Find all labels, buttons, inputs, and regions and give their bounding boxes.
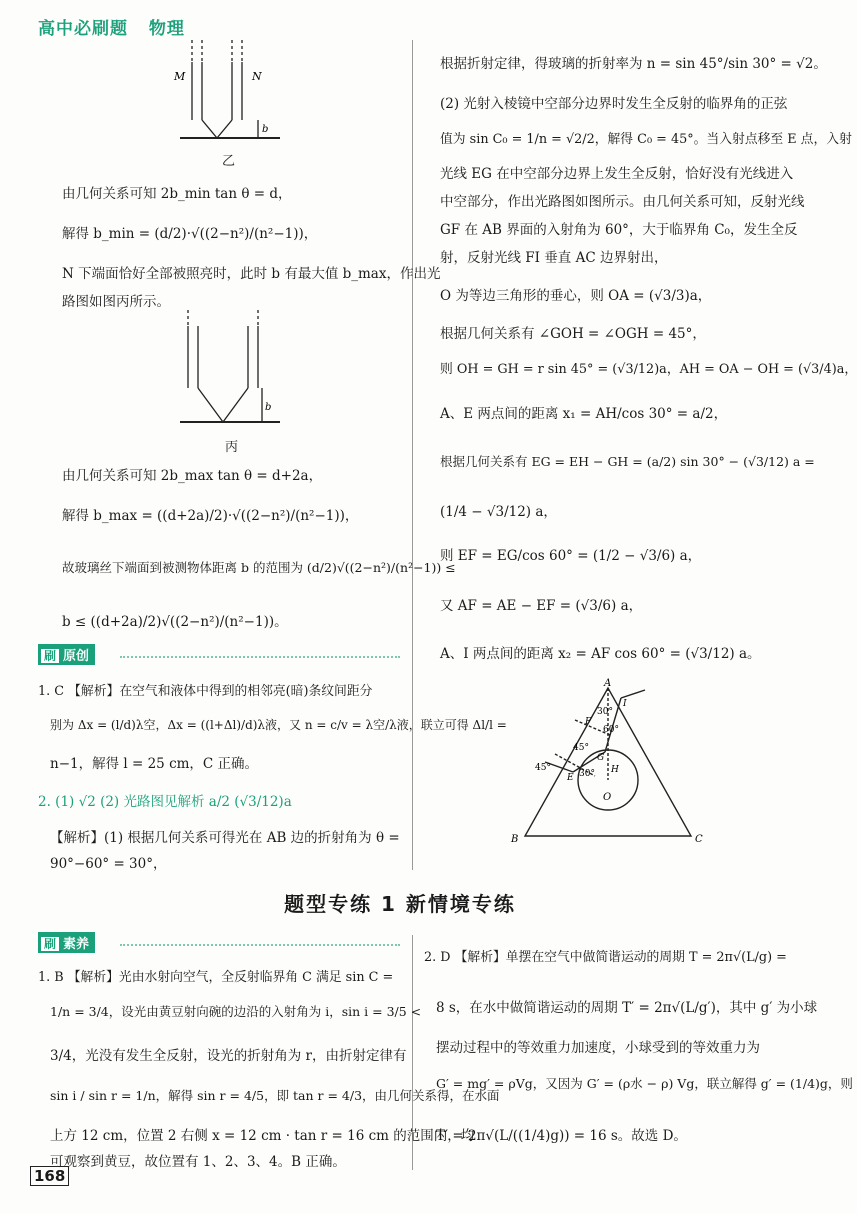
section-tag-suyang: 刷 素养 — [38, 932, 95, 953]
bottom-left-line: 3/4，光没有发生全反射，设光的折射角为 r，由折射定律有 — [50, 1048, 407, 1064]
right-line: (1/4 − √3/12) a， — [440, 504, 557, 520]
left-line: 解得 b_min = (d/2)·√((2−n²)/(n²−1))， — [62, 226, 318, 242]
label-G: G — [597, 753, 605, 763]
dotted-rule — [120, 656, 400, 658]
right-line: 光线 EG 在中空部分边界上发生全反射，恰好没有光线进入 — [440, 166, 794, 182]
left-line: 由几何关系可知 2b_min tan θ = d， — [62, 186, 292, 202]
label-45b: 45° — [573, 743, 589, 753]
bottom-left-line: sin i / sin r = 1/n，解得 sin r = 4/5，即 tan r = 4/3，由几何关系得，在水面 — [50, 1088, 500, 1103]
figure-bing-caption: 丙 — [225, 440, 239, 455]
bottom-right-line: 摆动过程中的等效重力加速度，小球受到的等效重力为 — [436, 1040, 760, 1056]
svg-text:b: b — [262, 124, 269, 135]
figure-yi-caption: 乙 — [222, 154, 236, 169]
bottom-right-line: 2. D 【解析】单摆在空气中做简谐运动的周期 T = 2π√(L/g) = — [424, 950, 787, 965]
svg-text:N: N — [252, 70, 262, 83]
right-line: 则 EF = EG/cos 60° = (1/2 − √3/6) a， — [440, 548, 702, 564]
page-number: 168 — [30, 1166, 69, 1186]
label-F: F — [585, 717, 592, 727]
label-C: C — [695, 834, 703, 845]
svg-text:b: b — [265, 402, 272, 413]
left-line: 由几何关系可知 2b_max tan θ = d+2a， — [62, 468, 323, 484]
bottom-left-line: 1/n = 3/4，设光由黄豆射向碗的边沿的入射角为 i，sin i = 3/5 < — [50, 1004, 422, 1019]
right-line: A、E 两点间的距离 x₁ = AH/cos 30° = a/2， — [440, 406, 728, 422]
page-header — [38, 14, 199, 39]
bottom-right-line: G′ = mg′ = ρVg，又因为 G′ = (ρ水 − ρ) Vg，联立解得 g′ = (1/4)g，则 — [436, 1076, 853, 1091]
label-45a: 45° — [535, 763, 551, 773]
right-line: (2) 光射入棱镜中空部分边界时发生全反射的临界角的正弦 — [440, 96, 788, 112]
label-30b: 30° — [579, 769, 595, 779]
right-line: 根据折射定律，得玻璃的折射率为 n = sin 45°/sin 30° = √2。 — [440, 56, 827, 72]
section-title: 题型专练 1 新情境专练 — [284, 892, 516, 916]
right-line: A、I 两点间的距离 x₂ = AF cos 60° = (√3/12) a。 — [440, 646, 761, 662]
prism-figure — [505, 680, 715, 845]
subject-title: 物理 — [148, 19, 185, 39]
label-A: A — [604, 678, 612, 689]
label-B: B — [511, 834, 519, 845]
figure-bing — [170, 310, 290, 430]
left-line: N 下端面恰好全部被照亮时，此时 b 有最大值 b_max，作出光 — [62, 266, 441, 282]
label-30a: 30° — [597, 707, 613, 717]
left-q1-line: 1. C 【解析】在空气和液体中得到的相邻亮(暗)条纹间距分 — [38, 684, 373, 699]
right-line: 又 AF = AE − EF = (√3/6) a， — [440, 598, 643, 614]
left-q2-line: 90°−60° = 30°， — [50, 856, 167, 872]
left-line: 路图如图丙所示。 — [62, 294, 170, 310]
section-tag-original: 刷 原创 — [38, 644, 95, 665]
right-line: 则 OH = GH = r sin 45° = (√3/12)a，AH = OA − OH = (√3/4)a， — [440, 362, 857, 377]
column-divider — [412, 40, 413, 870]
right-line: O 为等边三角形的垂心，则 OA = (√3/3)a， — [440, 288, 712, 304]
dotted-rule — [120, 944, 400, 946]
right-line: 中空部分，作出光路图如图所示。由几何关系可知，反射光线 — [440, 194, 805, 210]
left-q2-answer: 2. (1) √2 (2) 光路图见解析 a/2 (√3/12)a — [38, 794, 292, 810]
bottom-right-line: T′ = 2π√(L/((1/4)g)) = 16 s。故选 D。 — [436, 1128, 687, 1144]
book-title: 高中必刷题 — [38, 19, 128, 39]
label-60: 60° — [603, 725, 619, 735]
left-line: 解得 b_max = ((d+2a)/2)·√((2−n²)/(n²−1))， — [62, 508, 359, 524]
right-line: 根据几何关系有 ∠GOH = ∠OGH = 45°， — [440, 326, 706, 342]
right-line: 值为 sin C₀ = 1/n = √2/2，解得 C₀ = 45°。当入射点移至 E 点，入射 — [440, 132, 852, 147]
right-line: 根据几何关系有 EG = EH − GH = (a/2) sin 30° − (√3/12) a = — [440, 454, 815, 469]
left-line: b ≤ ((d+2a)/2)√((2−n²)/(n²−1))。 — [62, 614, 288, 630]
right-line: GF 在 AB 界面的入射角为 60°，大于临界角 C₀，发生全反 — [440, 222, 798, 238]
label-I: I — [623, 699, 627, 709]
right-line: 射，反射光线 FI 垂直 AC 边界射出， — [440, 250, 668, 266]
left-line: 故玻璃丝下端面到被测物体距离 b 的范围为 (d/2)√((2−n²)/(n²−1)) ≤ — [62, 560, 456, 575]
left-q2-line: 【解析】(1) 根据几何关系可得光在 AB 边的折射角为 θ = — [50, 830, 400, 846]
left-q1-line: n−1，解得 l = 25 cm，C 正确。 — [50, 756, 259, 772]
bottom-left-line: 上方 12 cm，位置 2 右侧 x = 12 cm · tan r = 16 cm 的范围内，均 — [50, 1128, 475, 1144]
left-q1-line: 别为 Δx = (l/d)λ空，Δx = ((l+Δl)/d)λ液，又 n = c/v = λ空/λ液，联立可得 Δl/l = — [50, 718, 507, 732]
bottom-right-line: 8 s，在水中做简谐运动的周期 T′ = 2π√(L/g′)，其中 g′ 为小球 — [436, 1000, 818, 1016]
svg-text:M: M — [174, 70, 186, 83]
label-H: H — [611, 765, 619, 775]
bottom-left-line: 1. B 【解析】光由水射向空气，全反射临界角 C 满足 sin C = — [38, 970, 394, 985]
label-E: E — [567, 773, 574, 783]
label-O: O — [603, 792, 612, 803]
bottom-left-line: 可观察到黄豆，故位置有 1、2、3、4。B 正确。 — [50, 1154, 346, 1170]
figure-yi — [170, 40, 290, 150]
